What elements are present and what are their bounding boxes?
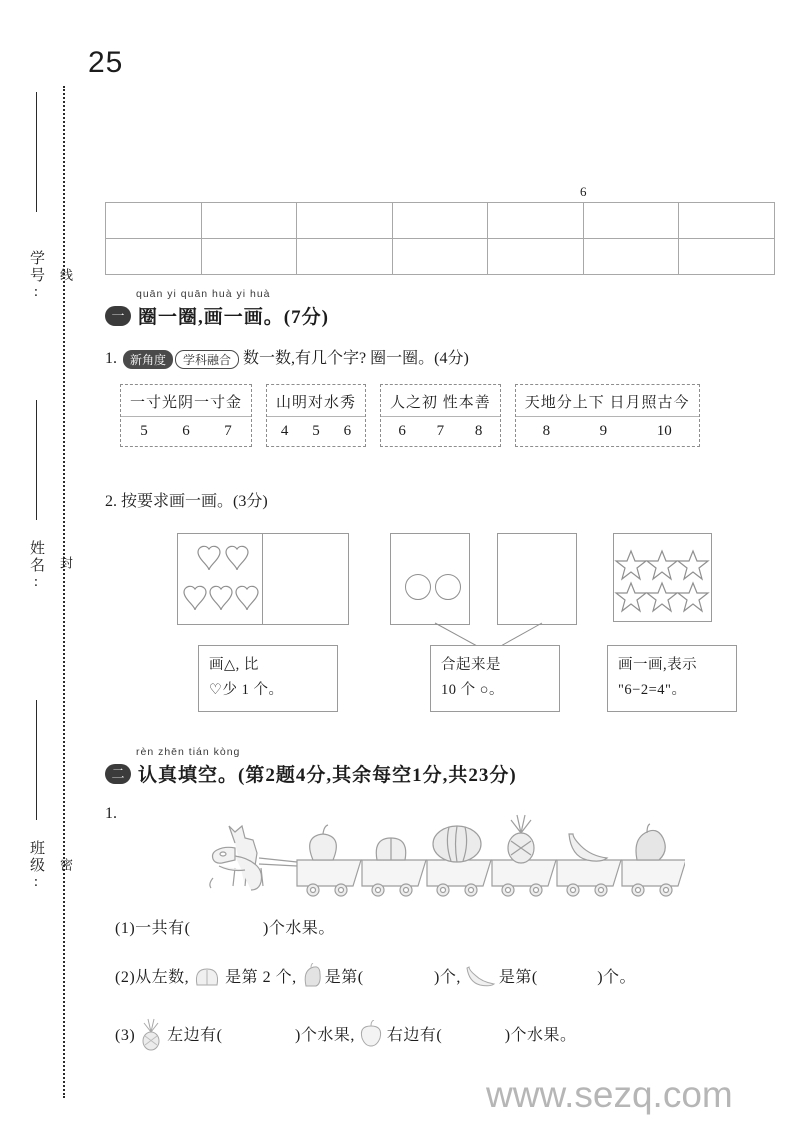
poem-option[interactable]: 8	[542, 423, 551, 439]
watermelon-icon	[433, 826, 481, 862]
table-cell[interactable]	[488, 203, 584, 239]
table-cell[interactable]	[106, 239, 202, 275]
donkey-cart-svg	[205, 808, 685, 903]
peach-icon	[192, 963, 222, 994]
pear-icon	[636, 830, 665, 860]
sub-label: (3)	[115, 1027, 136, 1045]
badge-new-angle: 新角度	[123, 350, 173, 369]
wagon	[557, 834, 621, 896]
poem-box-row	[120, 384, 700, 447]
poem-text: 一寸光阴一寸金	[121, 385, 251, 417]
pear-icon	[300, 963, 322, 994]
question-1-2	[105, 488, 268, 511]
table-cell[interactable]	[297, 203, 393, 239]
poem-text: 山明对水秀	[267, 385, 365, 417]
table-cell[interactable]	[679, 239, 775, 275]
section1-title: 圈一圈,画一画。(7分)	[138, 307, 329, 328]
poem-option[interactable]: 10	[656, 423, 672, 439]
question-number: 2.	[105, 493, 117, 510]
question-1-1	[105, 345, 469, 369]
sub-text: )个水果。	[263, 920, 335, 937]
table-cell[interactable]	[583, 203, 679, 239]
circle-drawing-box[interactable]	[390, 533, 470, 625]
caption-line: "6−2=4"。	[618, 682, 687, 699]
heart-icon	[184, 586, 206, 610]
stars-group	[614, 534, 711, 621]
caption-box-triangle	[198, 645, 338, 712]
sub-text: 左边有(	[167, 1027, 223, 1045]
apple-icon	[358, 1020, 384, 1053]
wagon	[297, 825, 361, 896]
sub-text: )个。	[597, 969, 637, 987]
banana-icon	[569, 834, 607, 861]
seal-char-mi: 密	[58, 858, 73, 873]
poem-option[interactable]: 8	[474, 423, 483, 439]
margin-label-xuehao: 学号:	[28, 250, 44, 302]
sub-question-1	[115, 915, 335, 938]
question-text: 按要求画一画。(3分)	[121, 493, 268, 510]
margin-rule-2	[36, 400, 37, 520]
star-icon	[647, 583, 677, 611]
margin-label-banji: 班级:	[28, 840, 44, 892]
sub-text: 右边有(	[386, 1027, 443, 1045]
table-cell[interactable]	[488, 239, 584, 275]
page-number: 25	[88, 46, 124, 79]
table-cell[interactable]	[106, 203, 202, 239]
sub-text: 一共有(	[135, 920, 191, 937]
poem-box[interactable]	[380, 384, 501, 447]
poem-text: 人之初 性本善	[381, 385, 500, 417]
wagon	[427, 826, 491, 896]
seal-char-xian: 线	[58, 268, 73, 283]
poem-option[interactable]: 6	[343, 423, 352, 439]
donkey-icon	[210, 826, 263, 890]
wagon	[492, 815, 556, 896]
section1-heading	[105, 302, 329, 329]
sub-text: 是第 2 个,	[225, 969, 297, 987]
margin-rule-3	[36, 700, 37, 820]
score-table	[105, 202, 775, 275]
seal-margin	[0, 0, 92, 1131]
poem-box[interactable]	[515, 384, 700, 447]
table-cell[interactable]	[583, 239, 679, 275]
poem-option[interactable]: 5	[312, 423, 320, 439]
section2-bullet: 二	[105, 764, 131, 784]
poem-options[interactable]	[267, 417, 365, 446]
section2-heading	[105, 760, 517, 787]
margin-label-xingming: 姓名:	[28, 540, 44, 592]
heart-icon	[198, 546, 220, 570]
poem-options[interactable]	[516, 417, 699, 446]
heart-drawing-box[interactable]	[177, 533, 349, 625]
poem-box[interactable]	[120, 384, 252, 447]
sub-label: (2)	[115, 969, 136, 987]
poem-option[interactable]: 9	[599, 423, 608, 439]
sub-text: )个水果,	[295, 1027, 355, 1045]
question-number: 1.	[105, 350, 117, 367]
poem-option[interactable]: 7	[224, 423, 232, 439]
apple-icon	[310, 834, 337, 860]
heart-icon	[226, 546, 248, 570]
star-icon	[647, 551, 677, 579]
caption-line: ♡少 1 个。	[209, 682, 284, 699]
section2-title: 认真填空。(第2题4分,其余每空1分,共23分)	[138, 765, 517, 786]
table-cell[interactable]	[201, 203, 297, 239]
banana-icon	[464, 964, 496, 993]
seal-char-feng: 封	[58, 556, 73, 571]
poem-option[interactable]: 6	[398, 423, 406, 439]
table-cell[interactable]	[679, 203, 775, 239]
poem-option[interactable]: 7	[436, 423, 445, 439]
section1-pinyin: quān yi quān huà yi huà	[136, 288, 271, 300]
table-cell[interactable]	[201, 239, 297, 275]
sub-text: )个,	[434, 969, 461, 987]
sub-question-2	[115, 963, 636, 994]
donkey-cart-illustration	[205, 808, 685, 908]
score-table-label: 6	[580, 184, 587, 199]
poem-options[interactable]	[381, 417, 500, 446]
star-icon	[616, 583, 646, 611]
circle-drawing-box-empty[interactable]	[497, 533, 577, 625]
caption-line: 画△, 比	[209, 657, 259, 673]
poem-text: 天地分上下 日月照古今	[516, 385, 699, 417]
poem-box[interactable]	[266, 384, 366, 447]
section1-bullet: 一	[105, 306, 131, 326]
pineapple-icon	[138, 1017, 164, 1056]
star-icon	[616, 551, 646, 579]
poem-option[interactable]: 5	[140, 423, 148, 439]
seal-dotted-line	[63, 86, 65, 1098]
sub-text: 从左数,	[135, 969, 190, 987]
heart-icon	[210, 586, 232, 610]
star-icon	[678, 583, 708, 611]
caption-box-sum	[430, 645, 560, 712]
question-2-1-number: 1.	[105, 805, 117, 822]
hearts-group	[178, 534, 348, 624]
sub-text: 是第(	[498, 969, 538, 987]
table-cell[interactable]	[392, 239, 488, 275]
table-cell[interactable]	[297, 239, 393, 275]
poem-options[interactable]	[121, 417, 251, 446]
table-cell[interactable]	[392, 203, 488, 239]
circle-icon	[405, 574, 431, 600]
caption-line: 10 个 ○。	[441, 682, 505, 699]
section2-pinyin: rèn zhēn tián kòng	[136, 746, 241, 758]
table-row	[106, 239, 775, 275]
sub-text: 是第(	[324, 969, 364, 987]
poem-option[interactable]: 6	[182, 423, 190, 439]
star-icon	[678, 551, 708, 579]
badge-interdisciplinary: 学科融合	[175, 350, 239, 369]
margin-rule-1	[36, 92, 37, 212]
wagon	[622, 824, 685, 896]
wagon	[362, 838, 426, 896]
sub-label: (1)	[115, 920, 136, 937]
star-drawing-box[interactable]	[613, 533, 712, 622]
sub-text: )个水果。	[504, 1027, 577, 1045]
sub-question-3	[115, 1017, 577, 1056]
circle-icon	[435, 574, 461, 600]
caption-line: 画一画,表示	[618, 657, 698, 673]
caption-box-equation	[607, 645, 737, 712]
caption-line: 合起来是	[441, 657, 501, 673]
poem-option[interactable]: 4	[280, 423, 289, 439]
table-row	[106, 203, 775, 239]
heart-icon	[236, 586, 258, 610]
question-text: 数一数,有几个字? 圈一圈。(4分)	[243, 350, 469, 367]
site-watermark: www.sezq.com	[486, 1074, 733, 1115]
